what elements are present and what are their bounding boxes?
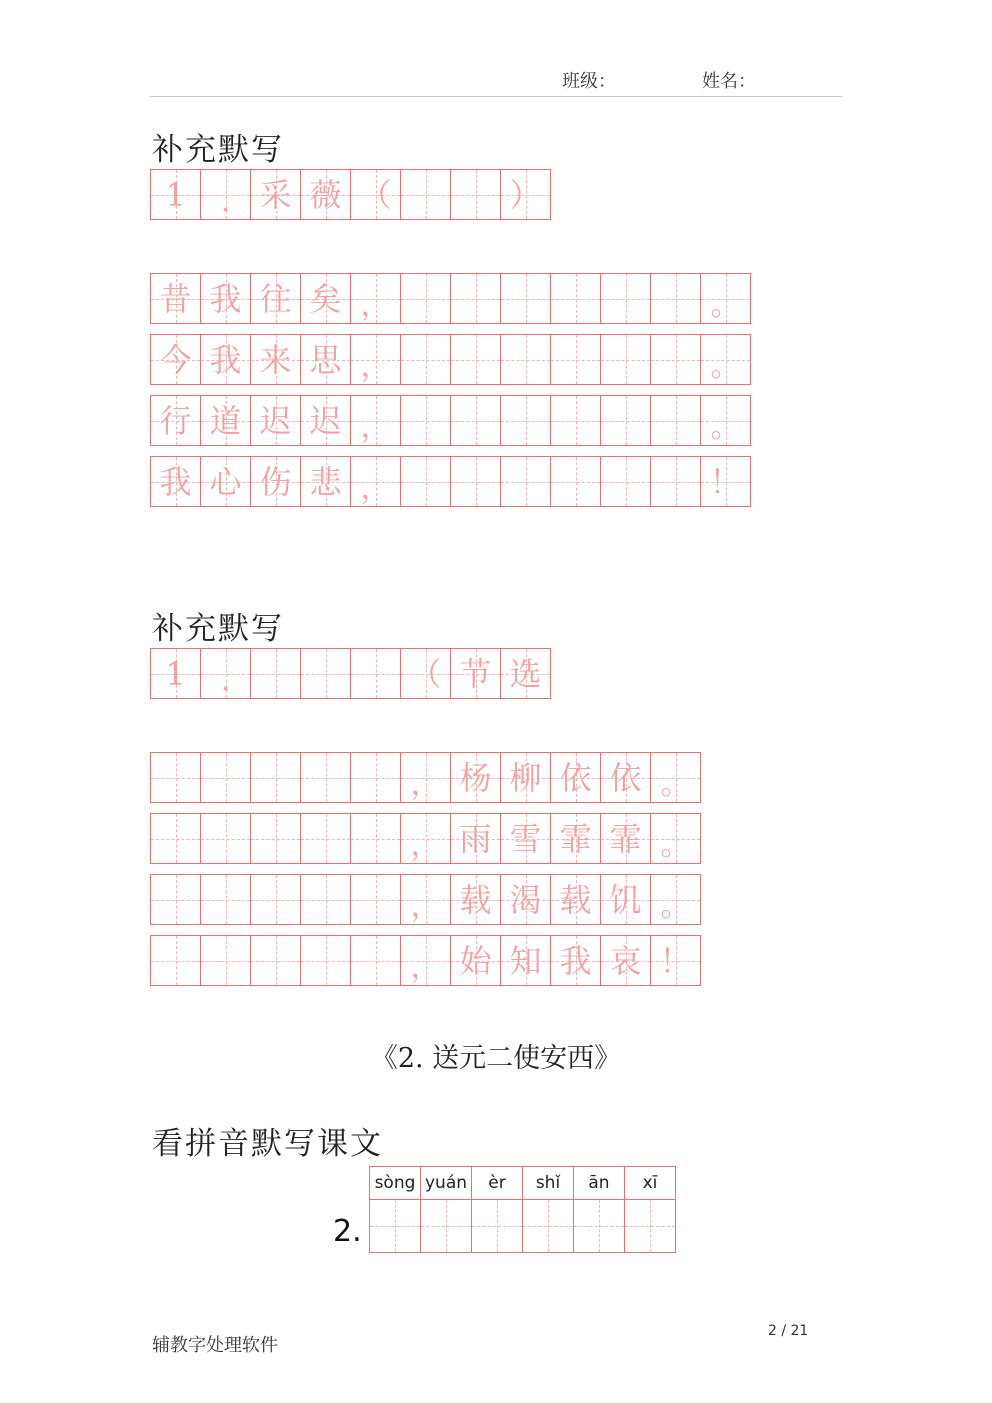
- grid-cell: [350, 752, 401, 803]
- grid-char: 来: [259, 340, 292, 379]
- grid-char: [651, 457, 700, 506]
- grid-cell: [450, 813, 501, 864]
- grid-char: 雨: [459, 819, 492, 858]
- pinyin-column: [573, 1166, 625, 1253]
- grid-cell: [150, 874, 201, 925]
- grid-char: 我: [159, 462, 192, 501]
- writing-cell[interactable]: [421, 1200, 471, 1252]
- grid-char: ！: [659, 941, 692, 980]
- grid-cell: [250, 874, 301, 925]
- grid-char: 霏: [609, 819, 642, 858]
- grid-cell: [450, 395, 501, 446]
- poem-grid-row: [150, 456, 751, 507]
- grid-cell: [300, 935, 351, 986]
- grid-cell: [350, 273, 401, 324]
- grid-cell: [150, 456, 201, 507]
- grid-char: 载: [459, 880, 492, 919]
- grid-char: ！: [709, 462, 742, 501]
- grid-char: [351, 875, 400, 924]
- grid-char: [301, 814, 350, 863]
- grid-cell: [650, 456, 701, 507]
- grid-char: 依: [559, 758, 592, 797]
- grid-cell: [550, 874, 601, 925]
- grid-cell: [250, 169, 301, 220]
- grid-cell: [500, 874, 551, 925]
- grid-char: [501, 457, 550, 506]
- writing-cell[interactable]: [625, 1200, 675, 1252]
- grid-char: [151, 814, 200, 863]
- grid-char: [251, 814, 300, 863]
- grid-char: ，: [410, 889, 441, 924]
- grid-cell: [350, 935, 401, 986]
- grid-cell: [300, 456, 351, 507]
- pinyin-syllable: shǐ: [523, 1167, 573, 1200]
- poem-grid-row: [150, 752, 701, 803]
- grid-char: .: [220, 184, 231, 219]
- grid-cell: [500, 456, 551, 507]
- grid-char: [351, 649, 400, 698]
- grid-cell: [500, 273, 551, 324]
- grid-char: [451, 170, 500, 219]
- grid-char: 悲: [309, 462, 342, 501]
- pinyin-syllable: èr: [472, 1167, 522, 1200]
- grid-char: [201, 936, 250, 985]
- grid-char: 哀: [609, 941, 642, 980]
- grid-char: 知: [509, 941, 542, 980]
- grid-cell: [250, 456, 301, 507]
- grid-cell: [400, 395, 451, 446]
- grid-cell: [450, 648, 501, 699]
- grid-cell: [350, 395, 401, 446]
- grid-cell: [150, 169, 201, 220]
- grid-char: 。: [710, 349, 741, 384]
- grid-char: 。: [710, 288, 741, 323]
- poem-grid-row: [150, 334, 751, 385]
- grid-char: [301, 936, 350, 985]
- grid-cell: [200, 648, 251, 699]
- grid-char: 1: [165, 175, 186, 214]
- grid-char: [451, 274, 500, 323]
- grid-char: [601, 335, 650, 384]
- grid-cell: [250, 648, 301, 699]
- grid-char: [351, 753, 400, 802]
- grid-char: （: [409, 654, 442, 693]
- grid-char: 矣: [309, 279, 342, 318]
- grid-char: [551, 335, 600, 384]
- grid-cell: [400, 648, 451, 699]
- grid-char: [251, 936, 300, 985]
- grid-char: 霏: [559, 819, 592, 858]
- grid-cell: [250, 813, 301, 864]
- grid-char: [301, 649, 350, 698]
- grid-cell: [500, 648, 551, 699]
- grid-cell: [150, 395, 201, 446]
- grid-cell: [300, 395, 351, 446]
- grid-char: 心: [209, 462, 242, 501]
- grid-cell: [450, 456, 501, 507]
- grid-char: [451, 457, 500, 506]
- grid-char: 依: [609, 758, 642, 797]
- grid-char: [251, 753, 300, 802]
- pinyin-syllable: ān: [574, 1167, 624, 1200]
- grid-cell: [600, 813, 651, 864]
- grid-cell: [400, 273, 451, 324]
- grid-char: [551, 396, 600, 445]
- grid-char: [551, 274, 600, 323]
- grid-cell: [550, 334, 601, 385]
- poem-grid-row: [150, 813, 701, 864]
- grid-char: [651, 274, 700, 323]
- grid-char: 往: [259, 279, 292, 318]
- grid-cell: [300, 874, 351, 925]
- grid-cell: [250, 395, 301, 446]
- grid-cell: [600, 334, 651, 385]
- grid-char: 今: [159, 340, 192, 379]
- grid-char: [401, 457, 450, 506]
- grid-char: [301, 753, 350, 802]
- grid-cell: [200, 813, 251, 864]
- grid-cell: [500, 334, 551, 385]
- pinyin-column: [522, 1166, 574, 1253]
- pinyin-grid: [369, 1166, 676, 1253]
- grid-char: 柳: [509, 758, 542, 797]
- header-divider: [150, 96, 842, 97]
- grid-char: [501, 396, 550, 445]
- grid-cell: [700, 395, 751, 446]
- grid-cell: [150, 935, 201, 986]
- grid-cell: [200, 169, 251, 220]
- pinyin-column: [624, 1166, 676, 1253]
- pinyin-column: [369, 1166, 421, 1253]
- grid-cell: [500, 813, 551, 864]
- grid-cell: [350, 648, 401, 699]
- grid-char: [301, 875, 350, 924]
- grid-cell: [700, 334, 751, 385]
- grid-cell: [450, 935, 501, 986]
- poem-grid-row: [150, 395, 751, 446]
- grid-cell: [500, 752, 551, 803]
- grid-cell: [450, 874, 501, 925]
- grid-char: 节: [459, 654, 492, 693]
- grid-cell: [550, 813, 601, 864]
- grid-char: 载: [559, 880, 592, 919]
- grid-cell: [500, 395, 551, 446]
- grid-char: [201, 753, 250, 802]
- writing-cell[interactable]: [574, 1200, 624, 1252]
- class-label: 班级：: [562, 71, 616, 92]
- grid-cell: [450, 169, 501, 220]
- grid-char: [201, 875, 250, 924]
- grid-cell: [600, 395, 651, 446]
- grid-cell: [350, 334, 401, 385]
- grid-char: 我: [209, 340, 242, 379]
- exercise-number: 2.: [333, 1214, 362, 1249]
- grid-cell: [300, 169, 351, 220]
- grid-char: ，: [410, 950, 441, 985]
- section-title: 补充默写: [152, 611, 284, 647]
- grid-char: [401, 396, 450, 445]
- footer-software: 辅教字处理软件: [152, 1335, 278, 1356]
- grid-char: 。: [710, 410, 741, 445]
- grid-cell: [650, 874, 701, 925]
- grid-cell: [400, 752, 451, 803]
- grid-char: ，: [410, 828, 441, 863]
- grid-char: [401, 170, 450, 219]
- grid-char: [501, 274, 550, 323]
- grid-cell: [150, 813, 201, 864]
- grid-cell: [300, 813, 351, 864]
- grid-char: [651, 335, 700, 384]
- grid-cell: [150, 752, 201, 803]
- page-number: 2 / 21: [768, 1323, 809, 1339]
- grid-char: [401, 335, 450, 384]
- grid-char: [601, 457, 650, 506]
- grid-char: ，: [360, 471, 391, 506]
- grid-cell: [250, 334, 301, 385]
- grid-cell: [600, 456, 651, 507]
- grid-cell: [250, 273, 301, 324]
- grid-cell: [550, 456, 601, 507]
- grid-cell: [600, 752, 651, 803]
- writing-cell[interactable]: [523, 1200, 573, 1252]
- grid-char: ）: [509, 175, 542, 214]
- grid-cell: [400, 874, 451, 925]
- grid-cell: [350, 813, 401, 864]
- grid-char: 雪: [509, 819, 542, 858]
- pinyin-syllable: xī: [625, 1167, 675, 1200]
- grid-cell: [600, 874, 651, 925]
- grid-cell: [450, 273, 501, 324]
- grid-char: 我: [209, 279, 242, 318]
- grid-cell: [650, 752, 701, 803]
- grid-char: 迟: [259, 401, 292, 440]
- grid-char: 行: [159, 401, 192, 440]
- grid-cell: [150, 648, 201, 699]
- grid-cell: [650, 395, 701, 446]
- title-grid-row: [150, 648, 551, 699]
- poem-grid-row: [150, 273, 751, 324]
- grid-cell: [400, 169, 451, 220]
- name-label: 姓名：: [702, 71, 756, 92]
- grid-char: ，: [410, 767, 441, 802]
- grid-cell: [550, 752, 601, 803]
- grid-cell: [500, 169, 551, 220]
- grid-cell: [600, 935, 651, 986]
- grid-char: 道: [209, 401, 242, 440]
- grid-char: [351, 814, 400, 863]
- grid-cell: [350, 874, 401, 925]
- grid-char: .: [220, 663, 231, 698]
- grid-cell: [150, 334, 201, 385]
- grid-char: [651, 396, 700, 445]
- grid-char: 薇: [309, 175, 342, 214]
- grid-cell: [400, 935, 451, 986]
- grid-char: 思: [309, 340, 342, 379]
- grid-char: [151, 753, 200, 802]
- grid-cell: [650, 334, 701, 385]
- grid-cell: [300, 752, 351, 803]
- grid-cell: [550, 935, 601, 986]
- grid-char: 采: [259, 175, 292, 214]
- grid-char: [351, 936, 400, 985]
- grid-char: （: [359, 175, 392, 214]
- grid-cell: [700, 456, 751, 507]
- grid-char: 。: [660, 828, 691, 863]
- title-grid-row: [150, 169, 551, 220]
- grid-char: 我: [559, 941, 592, 980]
- grid-cell: [200, 273, 251, 324]
- grid-cell: [250, 752, 301, 803]
- grid-cell: [250, 935, 301, 986]
- grid-char: 迟: [309, 401, 342, 440]
- grid-char: 选: [509, 654, 542, 693]
- pinyin-column: [471, 1166, 523, 1253]
- grid-char: ，: [360, 288, 391, 323]
- writing-cell[interactable]: [370, 1200, 420, 1252]
- grid-char: 渴: [509, 880, 542, 919]
- grid-char: [401, 274, 450, 323]
- grid-char: 饥: [609, 880, 642, 919]
- grid-char: 杨: [459, 758, 492, 797]
- grid-char: [601, 274, 650, 323]
- poem-grid-row: [150, 874, 701, 925]
- grid-char: [251, 875, 300, 924]
- grid-char: ，: [360, 410, 391, 445]
- grid-cell: [350, 169, 401, 220]
- grid-cell: [300, 334, 351, 385]
- grid-cell: [650, 813, 701, 864]
- pinyin-column: [420, 1166, 472, 1253]
- grid-cell: [200, 334, 251, 385]
- grid-cell: [400, 456, 451, 507]
- grid-cell: [200, 874, 251, 925]
- pinyin-syllable: yuán: [421, 1167, 471, 1200]
- grid-cell: [450, 334, 501, 385]
- grid-cell: [450, 752, 501, 803]
- grid-char: 。: [660, 889, 691, 924]
- section-title: 补充默写: [152, 132, 284, 168]
- grid-cell: [350, 456, 401, 507]
- grid-char: [501, 335, 550, 384]
- grid-cell: [400, 334, 451, 385]
- grid-cell: [150, 273, 201, 324]
- grid-cell: [700, 273, 751, 324]
- grid-cell: [200, 752, 251, 803]
- grid-cell: [200, 935, 251, 986]
- lesson-title: 《2. 送元二使安西》: [370, 1043, 622, 1074]
- grid-char: [251, 649, 300, 698]
- grid-cell: [200, 456, 251, 507]
- poem-grid-row: [150, 935, 701, 986]
- grid-char: 伤: [259, 462, 292, 501]
- grid-cell: [550, 273, 601, 324]
- grid-cell: [300, 648, 351, 699]
- grid-cell: [400, 813, 451, 864]
- grid-char: [601, 396, 650, 445]
- grid-char: [151, 875, 200, 924]
- grid-cell: [550, 395, 601, 446]
- grid-cell: [300, 273, 351, 324]
- writing-cell[interactable]: [472, 1200, 522, 1252]
- grid-char: 1: [165, 654, 186, 693]
- grid-cell: [200, 395, 251, 446]
- grid-char: [151, 936, 200, 985]
- grid-char: 。: [660, 767, 691, 802]
- grid-char: [551, 457, 600, 506]
- grid-char: 昔: [159, 279, 192, 318]
- grid-char: [451, 335, 500, 384]
- grid-char: [451, 396, 500, 445]
- grid-cell: [650, 273, 701, 324]
- grid-char: 始: [459, 941, 492, 980]
- grid-cell: [650, 935, 701, 986]
- grid-cell: [500, 935, 551, 986]
- section-title: 看拼音默写课文: [152, 1126, 383, 1162]
- pinyin-syllable: sòng: [370, 1167, 420, 1200]
- grid-char: ，: [360, 349, 391, 384]
- grid-cell: [600, 273, 651, 324]
- grid-char: [201, 814, 250, 863]
